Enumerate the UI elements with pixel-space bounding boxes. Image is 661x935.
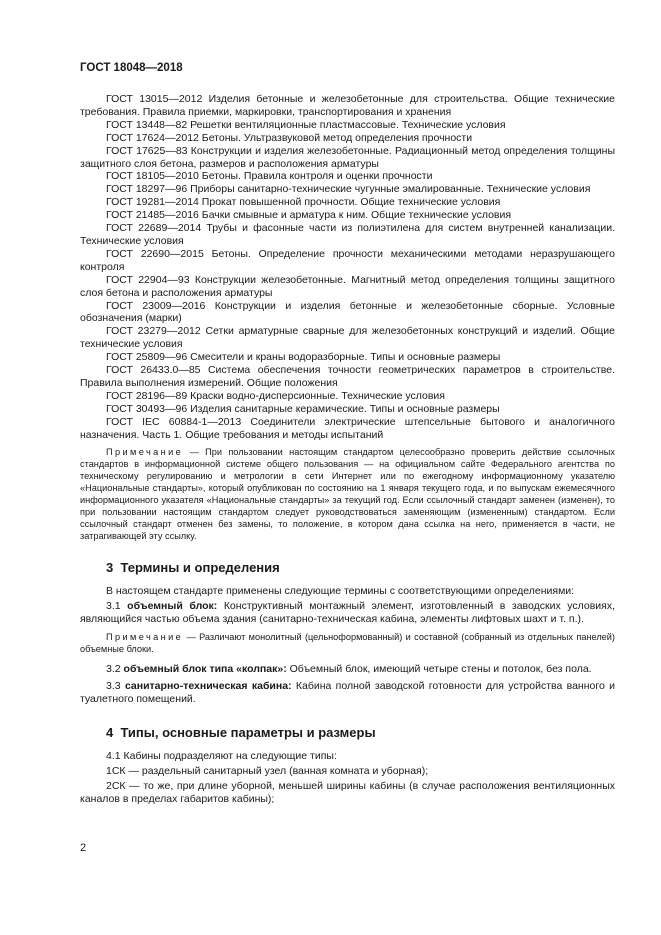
term-number: 3.1	[106, 599, 121, 612]
normative-references-list	[80, 93, 615, 441]
reference-item: ГОСТ 17624—2012 Бетоны. Ультразвуковой метод определения прочности	[106, 131, 473, 144]
reference-item: ГОСТ 17625—83 Конструкции и изделия железобетонные. Радиационный метод определения толщины защитного слоя бетона, размеров и расположения арматуры	[80, 144, 615, 170]
term-name: санитарно-техническая кабина:	[124, 680, 292, 693]
note-label: Примечание	[106, 447, 184, 458]
term-name: объемный блок:	[127, 599, 218, 612]
section-3-intro: В настоящем стандарте применены следующие термины с соответствующими определениями:	[106, 584, 575, 597]
term-number: 3.2	[106, 663, 121, 676]
document-body	[80, 93, 615, 806]
reference-item: ГОСТ 22689—2014 Трубы и фасонные части из полиэтилена для систем внутренней канализации. Технические условия	[80, 222, 615, 247]
section-title: Термины и определения	[120, 559, 280, 575]
section-number: 3	[106, 559, 114, 575]
reference-item: ГОСТ 18105—2010 Бетоны. Правила контроля и оценки прочности	[106, 170, 433, 183]
note-text: — Различают монолитный (цельноформованный) и составной (собранный из отдельных панелей) объемные блоки.	[80, 632, 615, 655]
term-3-1	[80, 600, 615, 626]
paragraph: 4.1 Кабины подразделяют на следующие типы:	[106, 749, 337, 762]
reference-item: ГОСТ 22690—2015 Бетоны. Определение прочности механическими методами неразрушающего контроля	[80, 247, 615, 273]
note-text: — При пользовании настоящим стандартом целесообразно проверить действие ссылочных стандартов в информационной системе общего пользования — на официальном сайте Федерального агентства по техническому регулированию и метрологии в сети Интернет или по ежегодному информационному указателю «Национальные стандарты», который опубликован по состоянию на 1 января текущего года, и по выпускам ежемесячного информационного указателя «Национальные стандарты» за текущий год. Если ссылочный стандарт заменен (изменен), то при пользовании настоящим стандартом следует руководствоваться заменяющим (измененным) стандартом. Если ссылочный стандарт отменен без замены, то положение, в котором дана ссылка на него, применяется в части, не затрагивающей эту ссылку.	[80, 447, 615, 541]
term-note	[80, 632, 615, 656]
term-number: 3.3	[106, 680, 121, 693]
reference-item: ГОСТ 23279—2012 Сетки арматурные сварные для железобетонных конструкций и изделий. Общие технические условия	[80, 325, 615, 351]
reference-item: ГОСТ 13448—82 Решетки вентиляционные пластмассовые. Технические условия	[106, 118, 506, 131]
section-title: Типы, основные параметры и размеры	[120, 724, 376, 740]
reference-item: ГОСТ 18297—96 Приборы санитарно-технические чугунные эмалированные. Технические условия	[106, 183, 591, 196]
note-label: Примечание	[106, 632, 184, 643]
term-3-3	[80, 680, 615, 706]
reference-item: ГОСТ 23009—2016 Конструкции и изделия бетонные и железобетонные сборные. Условные обозначения (марки)	[80, 299, 615, 325]
paragraph: 2СК — то же, при длине уборной, меньшей ширины кабины (в случае расположения вентиляционных каналов в пределах габаритов кабины);	[80, 779, 615, 805]
term-definition: Объемный блок, имеющий четыре стены и потолок, без пола.	[289, 663, 592, 676]
references-note	[80, 447, 615, 542]
term-name: объемный блок типа «колпак»:	[123, 663, 287, 676]
document-header: ГОСТ 18048—2018	[80, 62, 183, 74]
reference-item: ГОСТ 25809—96 Смесители и краны водоразборные. Типы и основные размеры	[106, 351, 501, 364]
reference-item: ГОСТ 22904—93 Конструкции железобетонные. Магнитный метод определения толщины защитного слоя бетона и расположения арматуры	[80, 273, 615, 299]
section-4-heading	[80, 725, 615, 740]
term-3-2	[80, 663, 615, 676]
reference-item: ГОСТ 19281—2014 Прокат повышенной прочности. Общие технические условия	[106, 196, 501, 209]
reference-item: ГОСТ 30493—96 Изделия санитарные керамические. Типы и основные размеры	[106, 402, 500, 415]
section-3-heading	[80, 560, 615, 575]
reference-item: ГОСТ 28196—89 Краски водно-дисперсионные. Технические условия	[106, 389, 445, 402]
page-number: 2	[80, 842, 87, 854]
paragraph: 1СК — раздельный санитарный узел (ванная комната и уборная);	[106, 764, 429, 777]
reference-item: ГОСТ 13015—2012 Изделия бетонные и железобетонные для строительства. Общие технические требования. Правила приемки, маркировки, транспортирования и хранения	[80, 93, 615, 118]
reference-item: ГОСТ 21485—2016 Бачки смывные и арматура к ним. Общие технические условия	[106, 209, 512, 222]
term-definition: Конструктивный монтажный элемент, изготовленный в заводских условиях, являющийся частью объема здания (санитарно-техническая кабина, элементы лифтовых шахт и т. п.).	[80, 599, 615, 625]
reference-item: ГОСТ IEC 60884-1—2013 Соединители электрические штепсельные бытового и аналогичного назначения. Часть 1. Общие требования и методы испытаний	[80, 415, 615, 441]
reference-item: ГОСТ 26433.0—85 Система обеспечения точности геометрических параметров в строительстве. Правила выполнения измерений. Общие положения	[80, 364, 615, 389]
section-number: 4	[106, 724, 114, 740]
term-definition: Кабина полной заводской готовности для устройства ванного и туалетного помещений.	[80, 680, 615, 706]
